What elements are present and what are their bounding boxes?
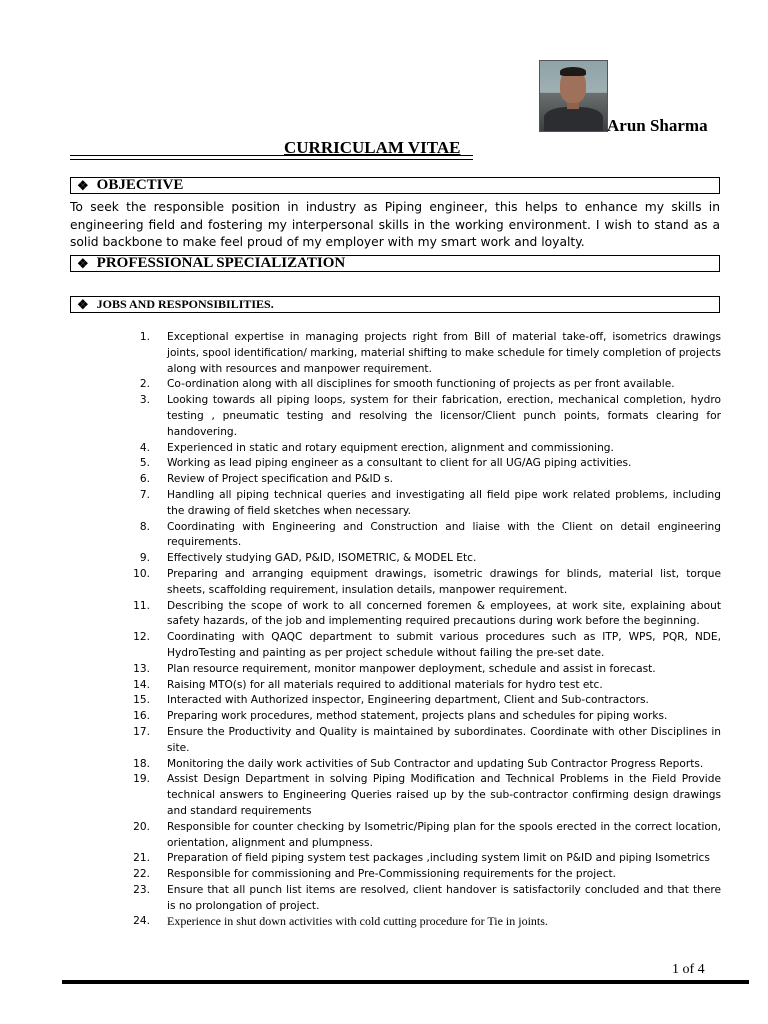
item-text: Effectively studying GAD, P&ID, ISOMETRIC, & MODEL Etc. <box>167 552 477 565</box>
item-number: 5. <box>139 457 150 470</box>
item-number: 19. <box>133 773 150 786</box>
footer-rule <box>62 980 749 984</box>
item-number: 8. <box>139 520 150 533</box>
objective-heading: OBJECTIVE <box>96 177 184 193</box>
item-text: Experienced in static and rotary equipment erection, alignment and commissioning. <box>167 441 614 454</box>
photo-shirt <box>544 107 603 132</box>
objective-heading-box <box>70 177 720 194</box>
item-text: Review of Project specification and P&ID s. <box>167 473 394 486</box>
item-text: Exceptional expertise in managing projects right from Bill of material take-off, isometrics drawings joints, spool identification/ marking, material shifting to make schedule for timely completion of projects along with resources and manpower requirement. <box>167 331 721 375</box>
objective-text: To seek the responsible position in industry as Piping engineer, this helps to enhance my skills in engineering field and fostering my interpersonal skills in the working environment. I wish to stand as a solid backbone to make feel proud of my employer with my smart work and loyalty. <box>70 200 720 249</box>
candidate-name: Arun Sharma <box>607 116 708 135</box>
list-item <box>130 772 721 819</box>
item-text: Preparing work procedures, method statement, projects plans and schedules for piping works. <box>167 710 668 723</box>
list-item <box>130 883 721 915</box>
list-item <box>130 867 721 883</box>
diamond-bullet-icon: ❖ <box>77 177 89 193</box>
item-number: 10. <box>133 567 150 580</box>
item-text: Assist Design Department in solving Piping Modification and Technical Problems in the Field Provide technical answers to Engineering Queries raised up by the sub-contractor confirming design drawings and standard requirements <box>167 773 721 817</box>
list-item <box>130 678 721 694</box>
item-number: 2. <box>139 378 150 391</box>
document-title: CURRICULAM VITAE <box>284 138 461 157</box>
item-text: Describing the scope of work to all concerned foremen & employees, at work site, explaining about safety hazards, of the job and implementing required precautions during work before the beginning. <box>167 599 721 628</box>
item-text: Responsible for commissioning and Pre-Commissioning requirements for the project. <box>167 868 617 881</box>
list-item <box>130 488 721 520</box>
item-text: Coordinating with QAQC department to submit various procedures such as ITP, WPS, PQR, NDE, HydroTesting and painting as per project schedule without failing the pre-set date. <box>167 631 721 659</box>
item-text: Working as lead piping engineer as a consultant to client for all UG/AG piping activities. <box>167 457 632 470</box>
item-number: 23. <box>133 883 150 896</box>
list-item <box>130 851 721 867</box>
item-text: Interacted with Authorized inspector, Engineering department, Client and Sub-contractors. <box>167 694 649 707</box>
list-item <box>130 377 721 393</box>
responsibilities-list <box>130 330 721 931</box>
list-item <box>130 520 721 552</box>
item-number: 1. <box>139 331 150 343</box>
item-text: Handling all piping technical queries and investigating all field pipe work related problems, including the drawing of field sketches when necessary. <box>167 488 721 517</box>
item-number: 18. <box>133 757 150 770</box>
list-item <box>130 551 721 567</box>
page-number: 1 of 4 <box>672 962 705 977</box>
title-double-rule <box>70 155 473 160</box>
item-number: 4. <box>139 441 150 454</box>
list-item <box>130 330 721 377</box>
list-item <box>130 630 721 662</box>
item-text: Preparation of field piping system test packages ,including system limit on P&ID and piping Isometrics <box>167 852 710 865</box>
profile-photo <box>539 60 608 132</box>
item-number: 20. <box>133 820 150 833</box>
item-number: 7. <box>139 488 150 501</box>
item-number: 21. <box>133 852 150 865</box>
item-text: Monitoring the daily work activities of Sub Contractor and updating Sub Contractor Progress Reports. <box>167 757 704 770</box>
item-text: Raising MTO(s) for all materials required to additional materials for hydro test etc. <box>167 678 603 691</box>
item-text: Ensure that all punch list items are resolved, client handover is satisfactorily concluded and that there is no prolongation of project. <box>167 883 721 912</box>
item-number: 6. <box>139 473 150 486</box>
item-text: Co-ordination along with all disciplines for smooth functioning of projects as per front available. <box>167 378 675 391</box>
item-number: 15. <box>133 694 150 707</box>
specialization-heading: PROFESSIONAL SPECIALIZATION <box>96 255 346 271</box>
item-number: 17. <box>133 725 150 738</box>
list-item <box>130 914 721 931</box>
list-item <box>130 662 721 678</box>
specialization-heading-box <box>70 255 720 272</box>
item-text: Plan resource requirement, monitor manpower deployment, schedule and assist in forecast. <box>167 662 656 675</box>
item-text: Responsible for counter checking by Isometric/Piping plan for the spools erected in the correct location, orientation, alignment and plumpness. <box>167 820 721 849</box>
item-number: 24. <box>133 915 150 928</box>
photo-hair <box>560 67 586 76</box>
item-text: Coordinating with Engineering and Construction and liaise with the Client on detail engineering requirements. <box>167 520 721 549</box>
item-number: 12. <box>133 631 150 644</box>
item-text: Preparing and arranging equipment drawings, isometric drawings for blinds, material list, torque sheets, scaffolding requirement, insulation details, manpower requirement. <box>167 567 721 596</box>
item-text: Ensure the Productivity and Quality is maintained by subordinates. Coordinate with other Disciplines in site. <box>167 725 721 754</box>
item-number: 22. <box>133 868 150 881</box>
list-item <box>130 456 721 472</box>
list-item <box>130 393 721 440</box>
item-number: 9. <box>139 552 150 565</box>
jobs-heading-box <box>70 296 720 313</box>
list-item <box>130 757 721 773</box>
diamond-bullet-icon: ❖ <box>77 255 89 271</box>
item-number: 14. <box>133 678 150 691</box>
item-number: 3. <box>139 394 150 407</box>
jobs-heading: JOBS AND RESPONSIBILITIES. <box>96 297 274 311</box>
item-number: 16. <box>133 710 150 723</box>
item-text: Experience in shut down activities with cold cutting procedure for Tie in joints. <box>167 914 548 929</box>
list-item <box>130 709 721 725</box>
list-item <box>130 693 721 709</box>
list-item <box>130 599 721 631</box>
item-number: 11. <box>133 599 150 612</box>
list-item <box>130 567 721 599</box>
item-number: 13. <box>133 662 150 675</box>
item-text: Looking towards all piping loops, system for their fabrication, erection, mechanical completion, hydro testing , pneumatic testing and resolving the licensor/Client punch points, formats clearing for handovering. <box>167 394 721 438</box>
list-item <box>130 441 721 457</box>
list-item <box>130 725 721 757</box>
diamond-bullet-icon: ❖ <box>77 296 89 312</box>
list-item <box>130 472 721 488</box>
list-item <box>130 820 721 852</box>
